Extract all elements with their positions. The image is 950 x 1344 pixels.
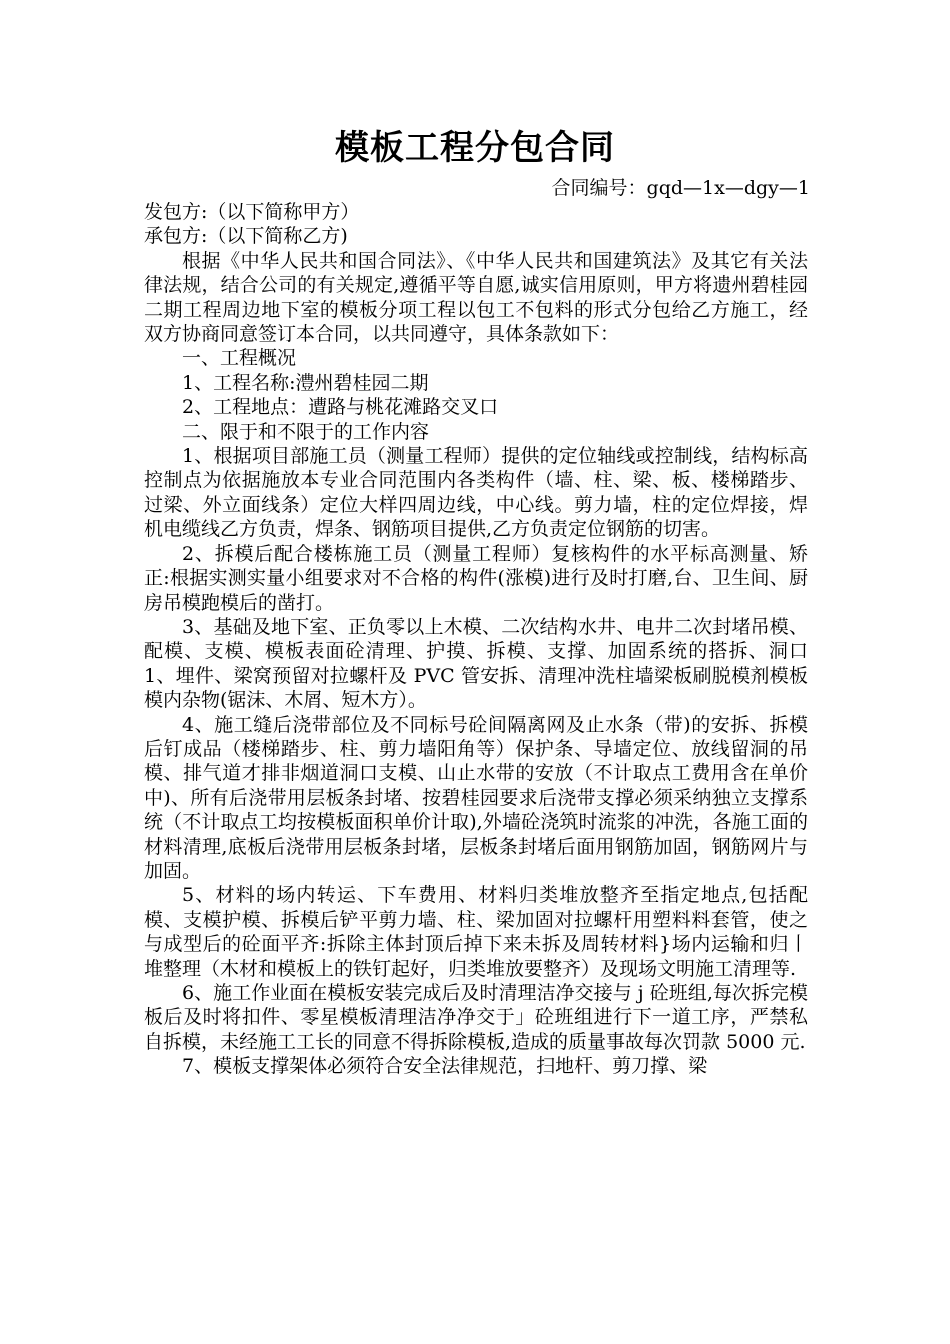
paragraph: 5、材料的场内转运、下车费用、材料归类堆放整齐至指定地点,包括配模、支模护模、拆模后铲平剪力墙、柱、梁加固对拉螺杆用塑料料套管，使之与成型后的砼面平齐:拆除主体封顶后掉下来未拆及周转材料}场内运输和归丨堆整理（木材和模板上的铁钉起好，归类堆放要整齐）及现场文明施工清理等. [144,884,808,980]
paragraph: 承包方:（以下简称乙方) [144,225,348,248]
paragraph: 7、模板支撑架体必须符合安全法律规范，扫地杆、剪刀撑、梁 [182,1055,708,1078]
paragraph: 4、施工缝后浇带部位及不同标号砼间隔离网及止水条（带)的安拆、拆模后钉成品（楼梯踏步、柱、剪力墙阳角等）保护条、导墙定位、放线留洞的吊模、排气道才排非烟道洞口支模、山止水带的安放（不计取点工费用含在单价中)、所有后浇带用层板条封堵、按碧桂园要求后浇带支撑必须采纳独立支撑系统（不计取点工均按模板面积单价计取),外墙砼浇筑时流浆的冲洗，各施工面的材料清理,底板后浇带用层板条封堵，层板条封堵后面用钢筋加固，钢筋网片与加固。 [144,713,808,882]
paragraph: 1、根据项目部施工员（测量工程师）提供的定位轴线或控制线，结构标高控制点为依据施放本专业合同范围内各类构件（墙、柱、梁、板、楼梯踏步、过梁、外立面线条）定位大样四周边线，中心线。剪力墙，柱的定位焊接，焊机电缆线乙方负责，焊条、钢筋项目提供,乙方负责定位钢筋的切害。 [144,445,808,541]
paragraph: 根据《中华人民共和国合同法》、《中华人民共和国建筑法》及其它有关法律法规，结合公司的有关规定,遵循平等自愿,诚实信用原则，甲方将遗州碧桂园二期工程周边地下室的模板分项工程以包工不包料的形式分包给乙方施工，经双方协商同意签订本合同，以共同遵守，具体条款如下： [144,249,808,346]
paragraph: 二、限于和不限于的工作内容 [182,420,430,443]
document-title: 模板工程分包合同 [335,128,615,168]
document-body [144,200,808,1079]
contract-number: 合同编号：gqd—1x—dgy—1 [551,177,810,199]
paragraph: 2、拆模后配合楼栋施工员（测量工程师）复核构件的水平标高测量、矫正:根据实测实量小组要求对不合格的构件(涨模)进行及时打磨,台、卫生间、厨房吊模跑模后的凿打。 [144,542,808,614]
paragraph: 6、施工作业面在模板安装完成后及时清理洁净交接与 j 砼班组,每次拆完模板后及时将扣件、零星模板清理洁净净交于」砼班组进行下一道工序，严禁私自拆模，未经施工工长的同意不得拆除模板,造成的质量事故每次罚款 5000 元. [144,982,808,1053]
paragraph: 1、工程名称:澧州碧桂园二期 [182,371,429,394]
paragraph: 3、基础及地下室、正负零以上木模、二次结构水井、电井二次封堵吊模、配模、支模、模板表面砼清理、护摸、拆模、支撑、加固系统的搭拆、洞口 1、埋件、梁窝预留对拉螺杆及 PVC 管安拆、清理冲洗柱墙梁板刷脱模剂模板模内杂物(锯沫、木屑、短木方）。 [144,615,808,712]
paragraph: 发包方:（以下简称甲方） [144,201,360,223]
paragraph: 一、工程概况 [182,347,297,370]
paragraph: 2、工程地点：遭路与桃花滩路交叉口 [182,396,499,419]
